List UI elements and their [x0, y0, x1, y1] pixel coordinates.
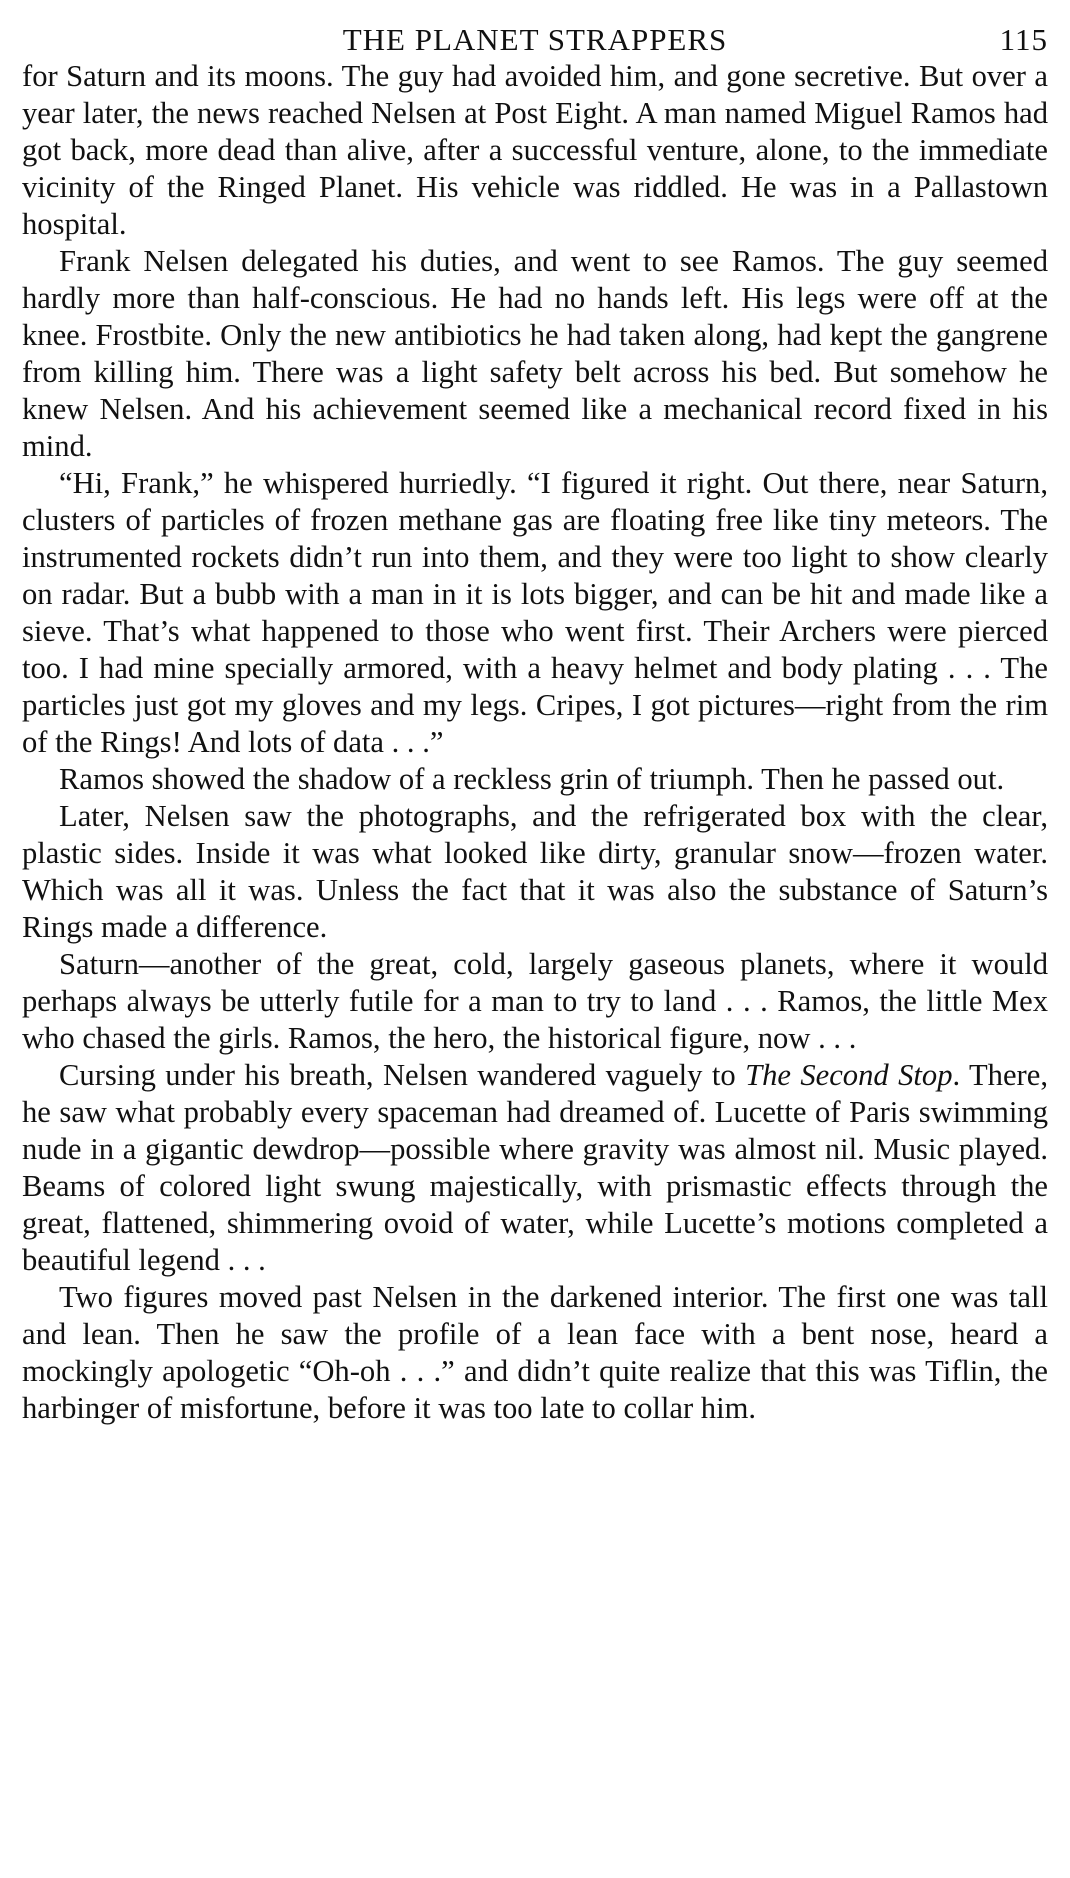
page-number: 115 [999, 22, 1048, 57]
paragraph: Ramos showed the shadow of a reckless grin of triumph. Then he passed out. [59, 762, 1005, 796]
book-page [22, 10, 1048, 1427]
paragraph: Two figures moved past Nelsen in the darkened interior. The first one was tall and lean. Then he saw the profile of a lean face with a bent nose, heard a mockingly apologetic “Oh-oh . . .” and didn’t quite realize that this was Tiflin, the harbinger of misfortune, before it was too late to collar him. [22, 1280, 1048, 1425]
running-title: THE PLANET STRAPPERS [342, 22, 728, 57]
body-text [22, 58, 1048, 1427]
paragraph-text: . There, he saw what probably every spaceman had dreamed of. Lucette of Paris swimming nude in a gigantic dewdrop—possible where gravity was almost nil. Music played. Beams of colored light swung majestically, with prismastic effects through the great, flattened, shimmering ovoid of water, while Lucette’s motions completed a beautiful legend . . . [22, 1058, 1048, 1277]
paragraph: for Saturn and its moons. The guy had avoided him, and gone secretive. But over a year later, the news reached Nelsen at Post Eight. A man named Miguel Ramos had got back, more dead than alive, after a successful venture, alone, to the immediate vicinity of the Ringed Planet. His vehicle was riddled. He was in a Pallastown hospital. [22, 59, 1048, 241]
paragraph: Saturn—another of the great, cold, largely gaseous planets, where it would perhaps always be utterly futile for a man to try to land . . . Ramos, the little Mex who chased the girls. Ramos, the hero, the historical figure, now . . . [22, 947, 1048, 1055]
paragraph: “Hi, Frank,” he whispered hurriedly. “I figured it right. Out there, near Saturn, clusters of particles of frozen methane gas are floating free like tiny meteors. The instrumented rockets didn’t run into them, and they were too light to show clearly on radar. But a bubb with a man in it is lots bigger, and can be hit and made like a sieve. That’s what happened to those who went first. Their Archers were pierced too. I had mine specially armored, with a heavy helmet and body plating . . . The particles just got my gloves and my legs. Cripes, I got pictures—right from the rim of the Rings! And lots of data . . .” [22, 466, 1048, 759]
paragraph-text: Cursing under his breath, Nelsen wandered vaguely to [59, 1058, 746, 1092]
paragraph: Frank Nelsen delegated his duties, and went to see Ramos. The guy seemed hardly more than half-conscious. He had no hands left. His legs were off at the knee. Frostbite. Only the new antibiotics he had taken along, had kept the gangrene from killing him. There was a light safety belt across his bed. But somehow he knew Nelsen. And his achievement seemed like a mechanical record fixed in his mind. [22, 244, 1048, 463]
paragraph: Later, Nelsen saw the photographs, and the refrigerated box with the clear, plastic sides. Inside it was what looked like dirty, granular snow—frozen water. Which was all it was. Unless the fact that it was also the substance of Saturn’s Rings made a difference. [22, 799, 1048, 944]
paragraph [22, 1057, 1048, 1279]
page-header [22, 10, 1048, 58]
italic-title: The Second Stop [745, 1058, 953, 1092]
